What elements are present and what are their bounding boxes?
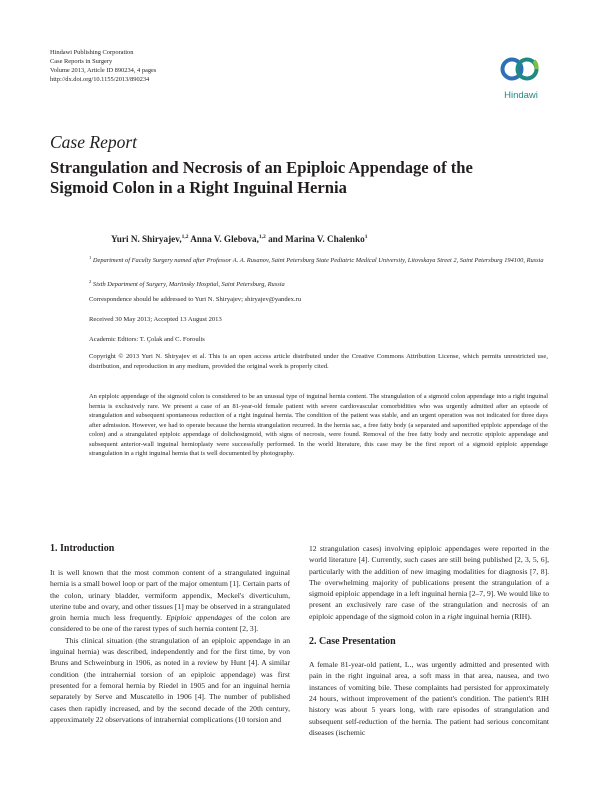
author-name: Anna V. Glebova, [190, 234, 259, 245]
paragraph-text: inguinal hernia (RIH). [462, 611, 532, 621]
author-name: Yuri N. Shiryajev, [111, 234, 182, 245]
paragraph-text: 12 strangulation cases) involving epiploic appendages were reported in the world literature [4]. Currently, such cases are still being published [2, 3, 5, 6], particularly with the addition of new imaging modalities for diagnosis [7, 8]. The overwhelming majority of publications present the strangulation of a sigmoid epiploic appendage in a left inguinal hernia [2–7, 9]. We would like to present an exclusively rare case of the strangulation and necrosis of an epiploic appendage of the sigmoid colon in a [309, 544, 549, 621]
affiliation-mark: 1 [89, 255, 92, 260]
section-heading: 1. Introduction [50, 543, 115, 554]
correspondence: Correspondence should be addressed to Yuri N. Shiryajev; shiryajev@yandex.ru [89, 296, 302, 303]
left-column [50, 543, 290, 725]
article-type: Case Report [50, 132, 138, 152]
emphasis-text: Epiploic appendages [166, 613, 233, 623]
volume-info: Volume 2013, Article ID 890234, 4 pages [50, 67, 157, 74]
author-list [111, 234, 367, 244]
hindawi-logo [496, 50, 546, 101]
received-dates: Received 30 May 2013; Accepted 13 August 2013 [89, 316, 222, 323]
paragraph [309, 543, 549, 622]
copyright-notice: Copyright © 2013 Yuri N. Shiryajev et al. This is an open access article distributed under the Creative Commons Attribution License, which permits unrestricted use, distribution, and reproduction in any medium, provided the original work is properly cited. [89, 353, 548, 370]
academic-editors: Academic Editors: T. Çolak and C. Foroulis [89, 336, 205, 343]
paragraph: This clinical situation (the strangulation of an epiploic appendage in an inguinal hernia) was described, independently and for the first time, by von Bruns and Schweinburg in 1906, as noted in a review by Hunt [4]. A similar condition (the intrahernial torsion of an epiploic appendage) was first presented for a femoral hernia by Riedel in 1905 and for an inguinal hernia separately by Serve and Muscatello in 1906 [4]. The number of published cases then rapidly increased, and by the second decade of the 20th century, approximately 22 observations of intrahernial complications (10 torsion and [50, 635, 290, 724]
author-name: and Marina V. Chalenko [268, 234, 365, 245]
affiliation-text: Department of Faculty Surgery named after Professor A. A. Rusanov, Saint Petersburg State Pediatric Medical University, Litovskaya Street 2, Saint Petersburg 194100, Russia [92, 257, 544, 265]
author-affiliation-mark: 1 [364, 234, 368, 240]
paragraph: A female 81-year-old patient, L., was urgently admitted and presented with pain in the right inguinal area, a soft mass in that area, nausea, and two instances of vomiting bile. These complaints had persisted for approximately 24 hours, without improvement of the patient's condition. The patient's RIH history was about 5 years long, with rare episodes of strangulation and subsequent self-reduction of the hernia. The patient had serious concomitant diseases (ischemic [309, 660, 549, 737]
journal-header [50, 48, 156, 84]
journal-name: Case Reports in Surgery [50, 58, 113, 65]
emphasis-text: right [447, 611, 463, 621]
doi-link[interactable]: http://dx.doi.org/10.1155/2013/890234 [50, 76, 150, 83]
author-affiliation-mark: 1,2 [258, 234, 266, 240]
affiliation-text: Sixth Department of Surgery, Mariinsky Hospital, Saint Petersburg, Russia [92, 281, 285, 289]
paragraph [50, 567, 290, 635]
publisher-name: Hindawi Publishing Corporation [50, 49, 134, 56]
affiliation-mark: 2 [89, 279, 92, 284]
logo-wordmark: Hindawi [504, 90, 538, 101]
paragraph-text: of the colon are considered to be one of the rarest types of such hernia content [2, 3]. [50, 613, 290, 634]
affiliation-1 [89, 253, 549, 265]
section-heading: 2. Case Presentation [309, 636, 396, 648]
abstract: An epiploic appendage of the sigmoid colon is considered to be an unusual type of inguinal hernia content. The strangulation of a sigmoid colon appendage into a right inguinal hernia is exclusively rare. We present a case of an 81-year-old female patient with severe cardiovascular comorbidities who was urgently admitted after an episode of strangulation and subsequent spontaneous reduction of a right inguinal hernia. The condition of the patient was stable, and an urgent operation was not indicated for three days after admission. However, we had to operate because the hernia strangulation recurred. In the hernia sac, a free fatty body (a separated and saponified epiploic appendage of the colon) and a strangulated epiploic appendage of dolichosigmoid, with signs of necrosis, were found. Removal of the free fatty body and necrotic epiploic appendage and subsequent anterior-wall inguinal hernioplasty were successfully performed. In the world literature, this case may be the first report of a sigmoid epiploic appendage strangulation in a right inguinal hernia that is well documented by photography. [89, 393, 548, 458]
right-column [309, 543, 549, 738]
hindawi-rings-icon [499, 50, 545, 88]
author-affiliation-mark: 1,2 [181, 234, 189, 240]
affiliation-2 [89, 277, 549, 289]
paragraph-text: It is well known that the most common content of a strangulated inguinal hernia is a small bowel loop or part of the major omentum [1]. Certain parts of the colon, urinary bladder, vermiform appendix, Meckel's diverticulum, uterine tube and ovary, and other tissues [1] may be observed in a strangulated groin hernia much less frequently. [50, 568, 290, 623]
article-title: Strangulation and Necrosis of an Epiploic Appendage of the Sigmoid Colon in a Right Inguinal Hernia [50, 158, 473, 197]
